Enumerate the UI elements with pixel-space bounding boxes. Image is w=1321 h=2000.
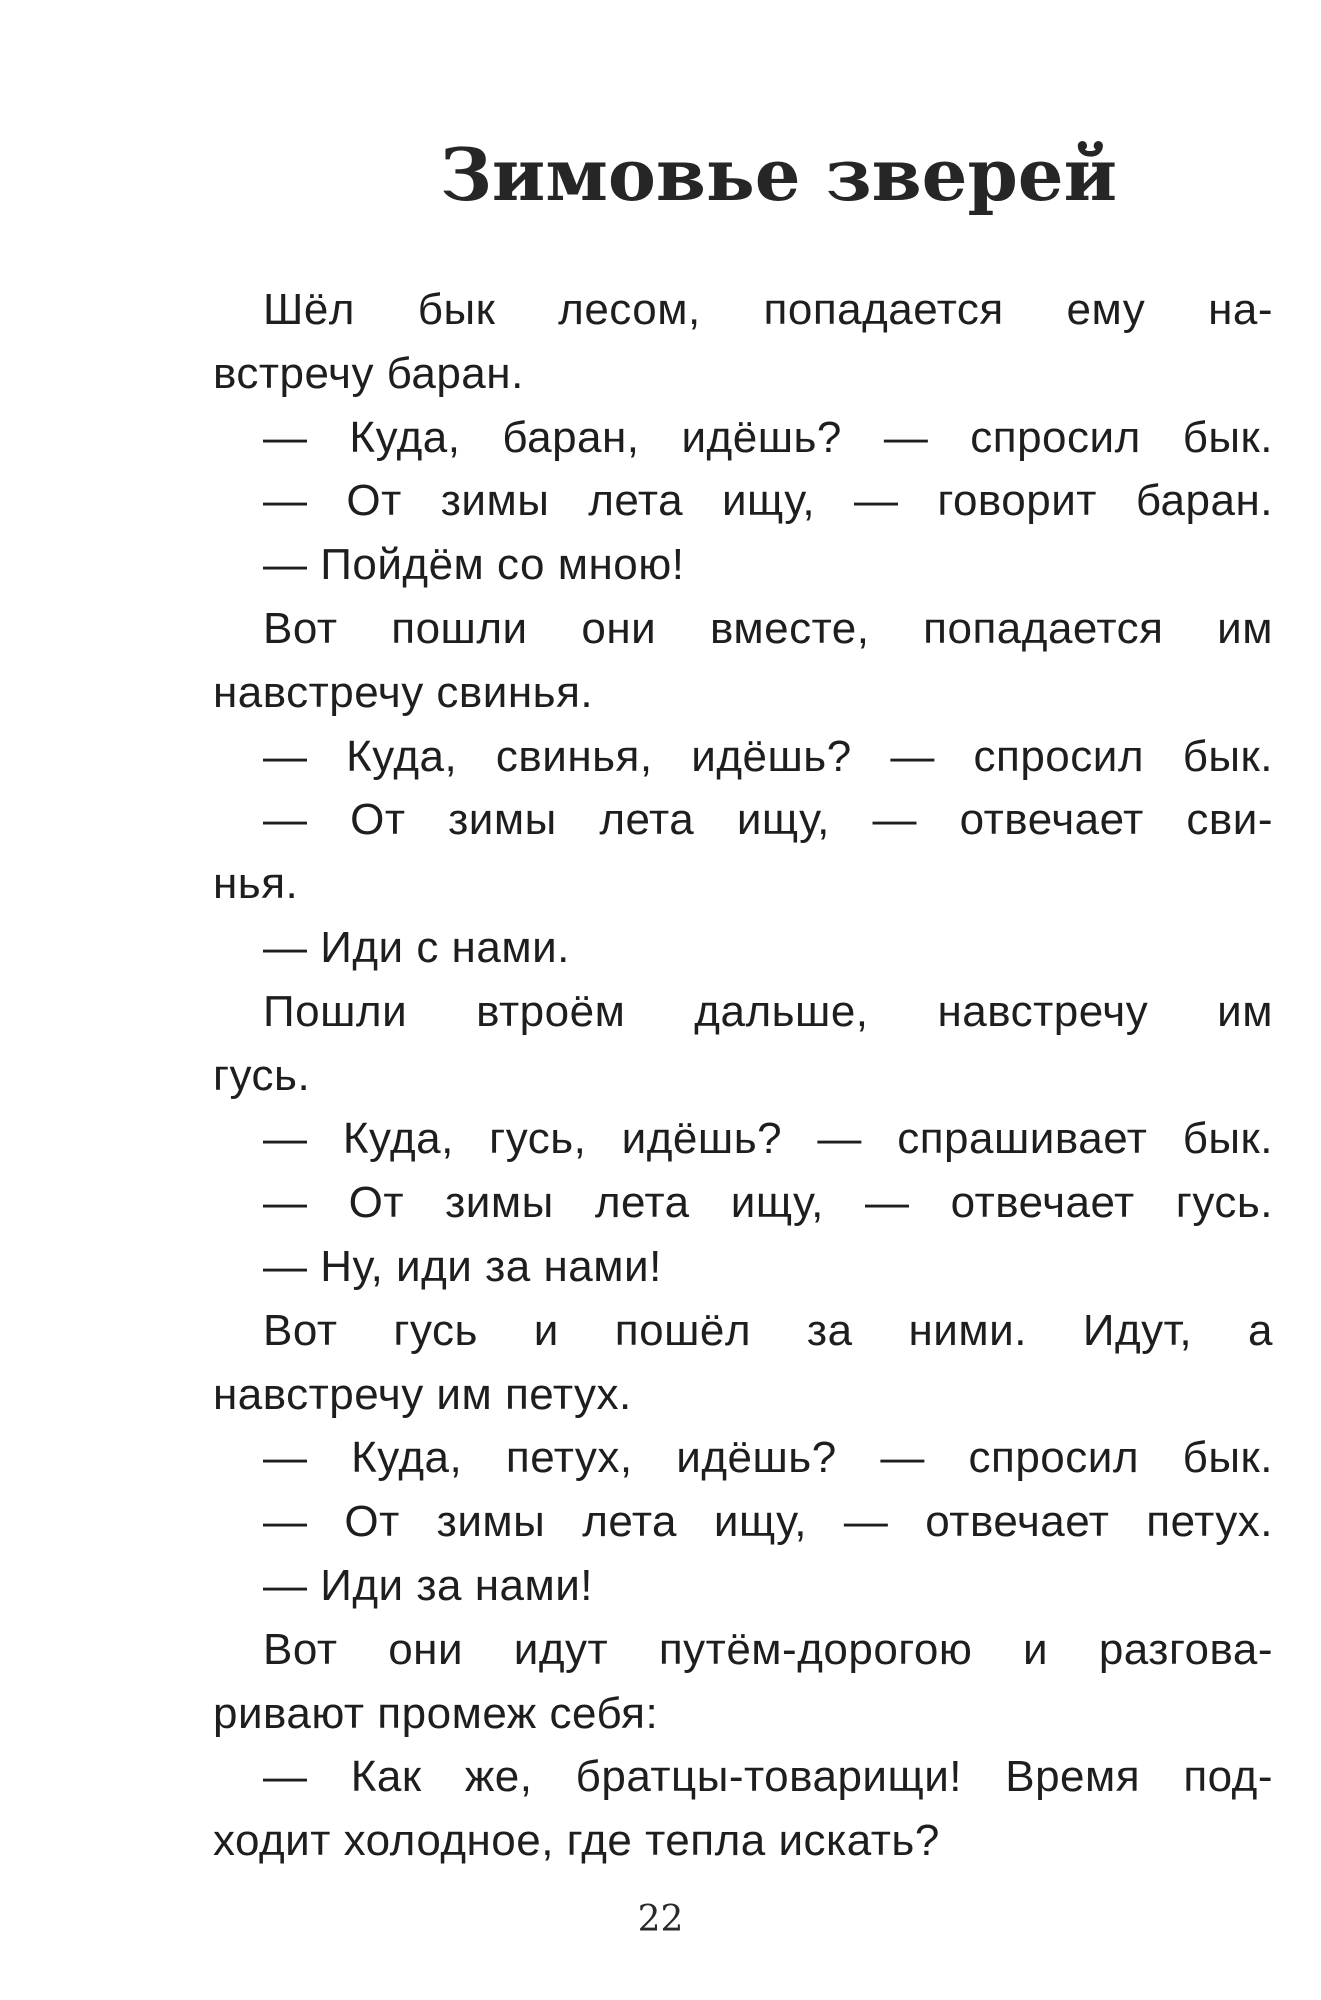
text-line: — От зимы лета ищу, — отвечает петух. xyxy=(263,1497,1273,1547)
text-line: Вот они идут путём-дорогою и разгова- xyxy=(263,1624,1273,1674)
text-line: — Иди за нами! xyxy=(263,1560,594,1610)
text-line: — От зимы лета ищу, — отвечает сви- xyxy=(263,795,1273,845)
text-line: Вот пошли они вместе, попадается им xyxy=(263,603,1273,653)
text-line: ривают промеж себя: xyxy=(213,1688,659,1738)
story-text xyxy=(213,278,1273,1873)
text-line: Вот гусь и пошёл за ними. Идут, а xyxy=(263,1305,1273,1355)
page-number: 22 xyxy=(637,1899,684,1940)
text-line: — От зимы лета ищу, — отвечает гусь. xyxy=(263,1178,1273,1228)
text-line: — Иди с нами. xyxy=(263,922,570,972)
text-line: — Куда, гусь, идёшь? — спрашивает бык. xyxy=(263,1114,1273,1164)
text-line: — Куда, свинья, идёшь? — спросил бык. xyxy=(263,731,1273,781)
text-line: навстречу свинья. xyxy=(213,667,594,717)
text-line: встречу баран. xyxy=(213,348,524,398)
text-line: Шёл бык лесом, попадается ему на- xyxy=(263,285,1273,334)
text-line: Пошли втроём дальше, навстречу им xyxy=(263,986,1273,1036)
text-line: ходит холодное, где тепла искать? xyxy=(213,1816,940,1866)
story-title: Зимовье зверей xyxy=(440,132,1118,217)
text-line: — Ну, иди за нами! xyxy=(263,1241,662,1291)
text-line: гусь. xyxy=(213,1050,311,1100)
text-line: — Как же, братцы-товарищи! Время под- xyxy=(263,1752,1273,1802)
text-line: нья. xyxy=(213,859,299,909)
text-line: — От зимы лета ищу, — говорит баран. xyxy=(263,476,1273,526)
text-line: навстречу им петух. xyxy=(213,1369,632,1419)
text-line: — Пойдём со мною! xyxy=(263,540,685,590)
text-line: — Куда, петух, идёшь? — спросил бык. xyxy=(263,1433,1273,1483)
text-line: — Куда, баран, идёшь? — спросил бык. xyxy=(263,412,1273,462)
